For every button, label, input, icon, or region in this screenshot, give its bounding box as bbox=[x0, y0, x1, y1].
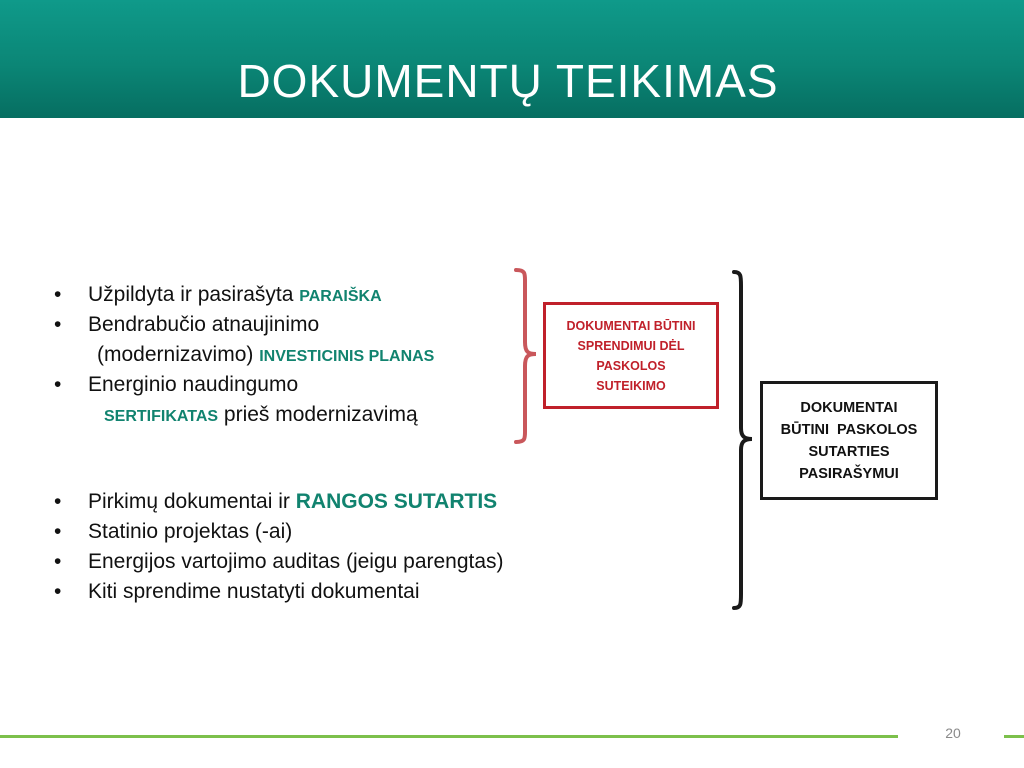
item-highlight: SERTIFIKATAS bbox=[104, 408, 219, 425]
title-banner bbox=[0, 0, 1024, 118]
item-text: Statinio projektas (-ai) bbox=[88, 520, 293, 543]
box-line: DOKUMENTAI BŪTINI bbox=[566, 318, 696, 333]
item-text: Užpildyta ir pasirašyta bbox=[88, 283, 300, 306]
box-line: SPRENDIMUI DĖL bbox=[577, 338, 685, 353]
item-text: Pirkimų dokumentai ir bbox=[88, 490, 296, 513]
bullet-icon: • bbox=[54, 490, 62, 513]
bullet-icon: • bbox=[54, 550, 62, 573]
item-text: prieš modernizavimą bbox=[218, 403, 418, 426]
item-highlight: PARAIŠKA bbox=[299, 288, 382, 305]
item-text: (modernizavimo) bbox=[97, 343, 260, 366]
black-brace-icon bbox=[728, 268, 760, 614]
page-title: DOKUMENTŲ TEIKIMAS bbox=[237, 55, 779, 107]
item-text: Energijos vartojimo auditas (jeigu parengtas) bbox=[88, 550, 504, 573]
loan-decision-documents-box bbox=[543, 302, 719, 409]
footer-divider bbox=[0, 735, 898, 738]
box-line: PASIRAŠYMUI bbox=[799, 465, 899, 482]
item-highlight: INVESTICINIS PLANAS bbox=[259, 348, 435, 365]
bullet-icon: • bbox=[54, 313, 62, 336]
item-highlight: RANGOS SUTARTIS bbox=[295, 490, 498, 513]
box-line: SUTARTIES bbox=[808, 443, 890, 460]
bullet-icon: • bbox=[54, 580, 62, 603]
box-line: BŪTINI PASKOLOS bbox=[780, 421, 918, 438]
red-brace-icon bbox=[510, 266, 540, 446]
box-line: DOKUMENTAI bbox=[800, 399, 898, 416]
contract-signing-documents-box bbox=[760, 381, 938, 500]
item-text: Kiti sprendime nustatyti dokumentai bbox=[88, 580, 420, 603]
bullet-icon: • bbox=[54, 283, 62, 306]
footer-divider bbox=[1004, 735, 1024, 738]
item-text: Energinio naudingumo bbox=[88, 373, 299, 396]
page-number: 20 bbox=[945, 725, 961, 741]
box-line: PASKOLOS bbox=[596, 358, 666, 373]
item-text: Bendrabučio atnaujinimo bbox=[88, 313, 320, 336]
bullet-icon: • bbox=[54, 520, 62, 543]
box-line: SUTEIKIMO bbox=[596, 378, 666, 393]
bullet-icon: • bbox=[54, 373, 62, 396]
